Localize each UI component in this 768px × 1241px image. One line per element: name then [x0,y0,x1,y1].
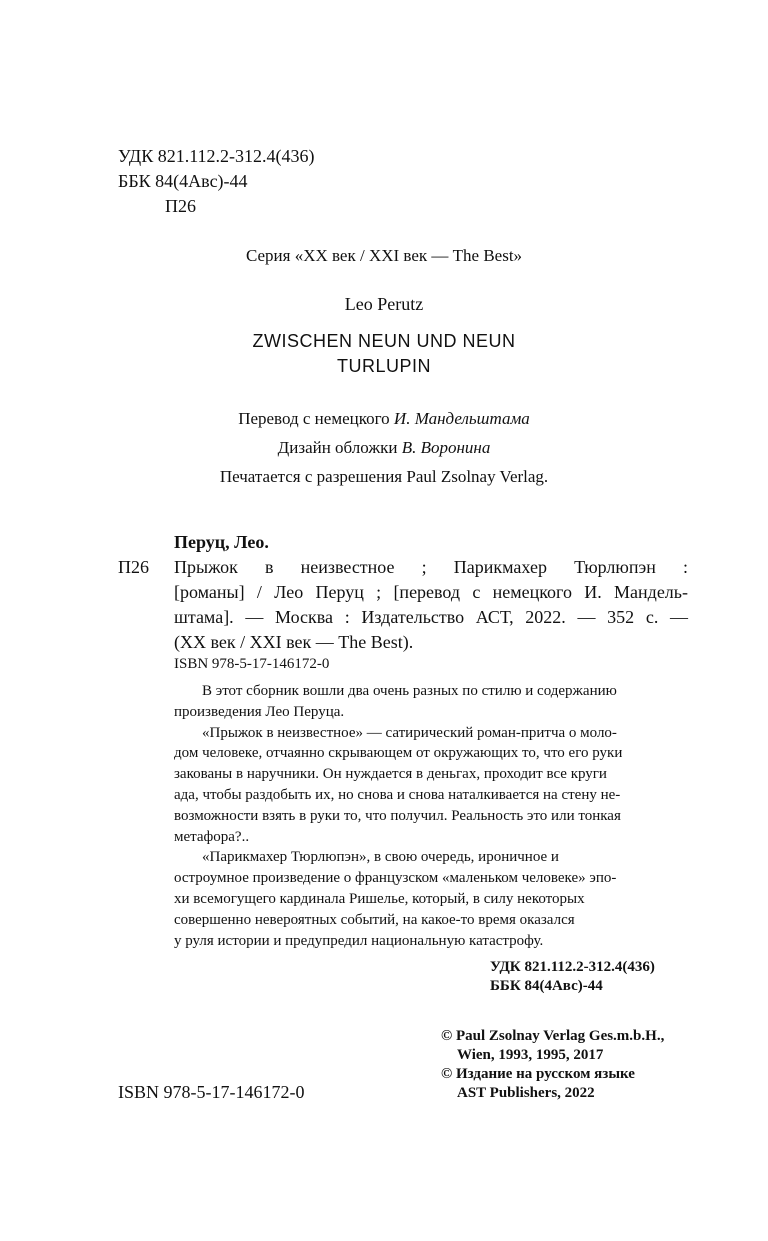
bib-line: [романы] / Лео Перуц ; [перевод с немецкого И. Мандель- [174,582,688,602]
annotation-line: хи всемогущего кардинала Ришелье, который, в силу некоторых [174,890,585,907]
translator-name: И. Мандельштама [393,409,530,428]
author-mark: П26 [165,196,196,216]
annotation-line: В этот сборник вошли два очень разных по стилю и содержанию [202,683,617,699]
annotation-line: метафора?.. [174,828,250,845]
footer-isbn: ISBN 978-5-17-146172-0 [118,1082,305,1102]
original-title-2: TURLUPIN [336,356,431,376]
annotation-line: дом человеке, отчаянно скрывающем от окружающих то, что его руки [174,745,623,762]
annotation-line: закованы в наручники. Он нуждается в деньгах, проходит все круги [174,766,607,783]
copyright-line: Wien, 1993, 1995, 2017 [457,1047,604,1063]
series-line: Серия «XX век / XXI век — The Best» [245,246,523,265]
annotation-line: совершенно невероятных событий, на какое-то время оказался [174,911,575,928]
bib-line: (XX век / XXI век — The Best). [174,632,414,652]
design-credit [0,438,768,458]
translation-prefix: Перевод с немецкого [238,409,390,428]
copyright-line: © Paul Zsolnay Verlag Ges.m.b.H., [441,1028,665,1044]
annotation-line: у руля истории и предупредил национальную катастрофу. [174,932,544,949]
bib-isbn: ISBN 978-5-17-146172-0 [174,656,330,672]
bib-heading: Перуц, Лео. [174,532,269,552]
permission-line: Печатается с разрешения Paul Zsolnay Verlag. [219,467,549,486]
original-title-1: ZWISCHEN NEUN UND NEUN [252,331,516,351]
annotation-line: возможности взять в руки то, что получил. Реальность это или тонкая [174,807,621,824]
annotation-line: «Прыжок в неизвестное» — сатирический роман-притча о моло- [202,724,617,741]
annotation [174,681,686,951]
designer-name: В. Воронина [401,438,491,457]
class-udk: УДК 821.112.2-312.4(436) [490,959,655,975]
udk-code: УДК 821.112.2-312.4(436) [118,146,315,166]
bib-line: штама]. — Москва : Издательство АСТ, 2022. — 352 с. — [174,607,688,627]
translation-credit [0,409,768,429]
design-prefix: Дизайн обложки [277,438,398,457]
annotation-line: остроумное произведение о французском «маленьком человеке» эпо- [174,870,617,887]
bib-mark: П26 [118,557,149,577]
annotation-line: «Парикмахер Тюрлюпэн», в свою очередь, ироничное и [202,849,559,866]
class-bbk: ББК 84(4Авс)-44 [490,978,603,994]
copyright-line: © Издание на русском языке [441,1066,635,1082]
copyright-line: AST Publishers, 2022 [457,1085,595,1101]
original-author: Leo Perutz [344,294,424,314]
annotation-line: ада, чтобы раздобыть их, но снова и снова наталкивается на стену не- [174,786,621,803]
annotation-line: произведения Лео Перуца. [174,703,345,720]
bbk-code: ББК 84(4Авс)-44 [118,171,248,191]
bib-line: Прыжок в неизвестное ; Парикмахер Тюрлюпэн : [174,557,688,577]
